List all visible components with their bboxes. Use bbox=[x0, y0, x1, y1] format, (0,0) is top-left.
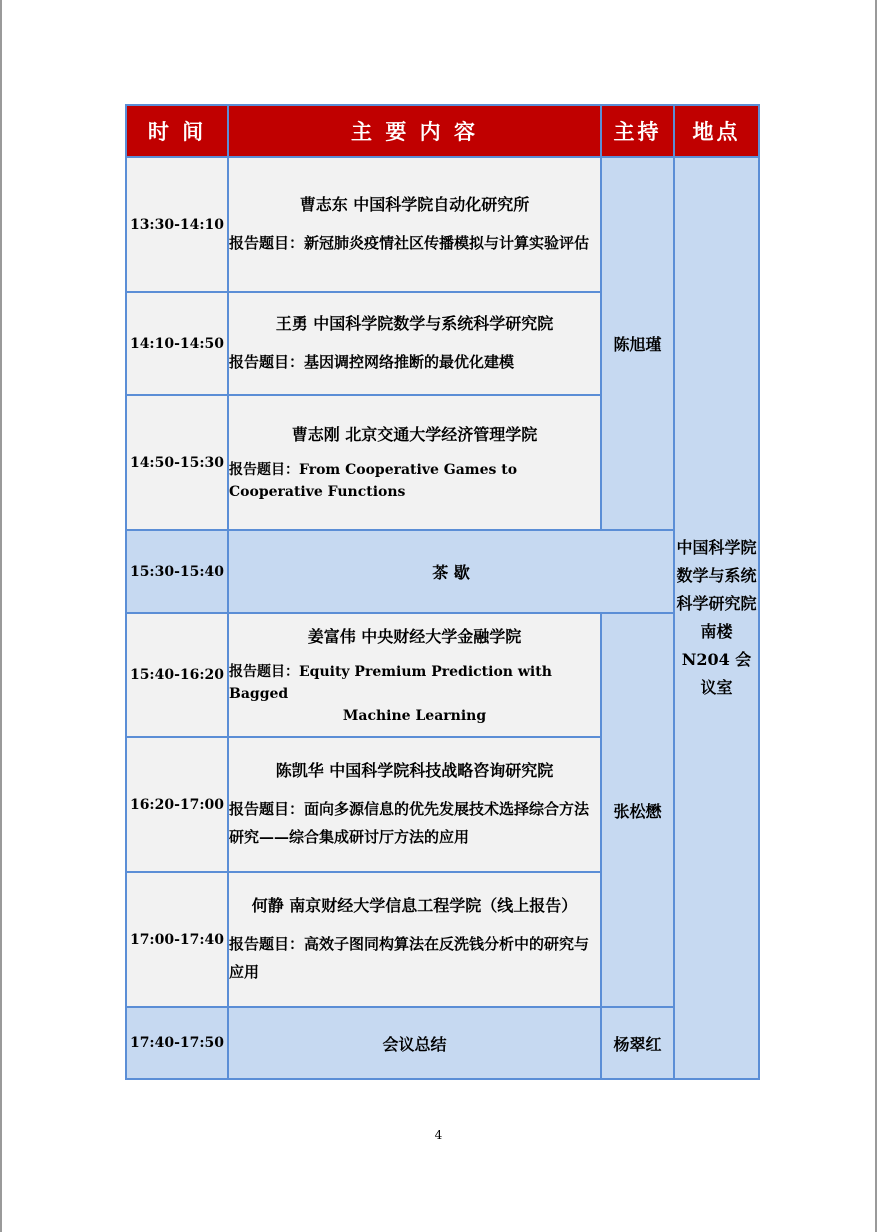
header-host: 主持 bbox=[601, 105, 674, 157]
topic-label: 报告题目： bbox=[229, 353, 305, 371]
topic bbox=[229, 348, 600, 376]
table-row bbox=[126, 530, 759, 613]
topic-title: 高效子图同构算法在反洗钱分析中的研究与应用 bbox=[229, 935, 590, 981]
table-row bbox=[126, 1007, 759, 1079]
table-row bbox=[126, 157, 759, 292]
topic-title: From Cooperative Games to Cooperative Functions bbox=[229, 462, 518, 500]
schedule-table bbox=[125, 104, 760, 1080]
time-cell: 16:20-17:00 bbox=[126, 737, 228, 872]
topic-label: 报告题目： bbox=[229, 234, 305, 252]
time-cell: 17:00-17:40 bbox=[126, 872, 228, 1007]
topic bbox=[229, 930, 600, 986]
host-cell: 杨翠红 bbox=[601, 1007, 674, 1079]
topic bbox=[229, 229, 600, 257]
content-cell bbox=[228, 872, 601, 1007]
topic-title: 新冠肺炎疫情社区传播模拟与计算实验评估 bbox=[304, 234, 590, 252]
speaker: 陈凯华 中国科学院科技战略咨询研究院 bbox=[275, 761, 554, 780]
content-cell bbox=[228, 613, 601, 737]
summary-label: 会议总结 bbox=[382, 1034, 447, 1054]
time-cell: 15:40-16:20 bbox=[126, 613, 228, 737]
header-venue: 地点 bbox=[674, 105, 759, 157]
time-cell: 14:10-14:50 bbox=[126, 292, 228, 395]
topic-title-line1: Equity Premium Prediction with Bagged bbox=[229, 663, 552, 702]
break-label: 茶 歇 bbox=[432, 563, 470, 582]
topic-title: 面向多源信息的优先发展技术选择综合方法研究——综合集成研讨厅方法的应用 bbox=[229, 800, 590, 846]
speaker: 王勇 中国科学院数学与系统科学研究院 bbox=[275, 314, 554, 333]
topic bbox=[229, 795, 600, 851]
speaker: 姜富伟 中央财经大学金融学院 bbox=[307, 626, 522, 646]
time-cell: 13:30-14:10 bbox=[126, 157, 228, 292]
topic-label: 报告题目： bbox=[229, 935, 305, 953]
time-cell: 14:50-15:30 bbox=[126, 395, 228, 530]
speaker: 曹志刚 北京交通大学经济管理学院 bbox=[291, 425, 538, 444]
table-row bbox=[126, 613, 759, 737]
venue-cell: 中国科学院数学与系统科学研究院南楼 N204 会议室 bbox=[674, 157, 759, 1079]
summary-cell bbox=[228, 1007, 601, 1079]
topic bbox=[229, 459, 600, 503]
time-cell: 17:40-17:50 bbox=[126, 1007, 228, 1079]
topic-label: 报告题目： bbox=[229, 800, 305, 818]
host-cell: 张松懋 bbox=[601, 613, 674, 1007]
topic-label: 报告题目： bbox=[229, 462, 299, 478]
topic-title-line2: Machine Learning bbox=[342, 707, 487, 724]
content-cell bbox=[228, 395, 601, 530]
speaker: 何静 南京财经大学信息工程学院（线上报告） bbox=[251, 896, 578, 915]
topic-title: 基因调控网络推断的最优化建模 bbox=[304, 353, 515, 371]
content-cell bbox=[228, 292, 601, 395]
content-cell bbox=[228, 157, 601, 292]
header-time: 时 间 bbox=[126, 105, 228, 157]
host-cell: 陈旭瑾 bbox=[601, 157, 674, 530]
topic bbox=[229, 661, 600, 727]
time-cell: 15:30-15:40 bbox=[126, 530, 228, 613]
topic-label: 报告题目： bbox=[229, 663, 299, 680]
header-content: 主 要 内 容 bbox=[228, 105, 601, 157]
break-cell bbox=[228, 530, 674, 613]
speaker: 曹志东 中国科学院自动化研究所 bbox=[299, 195, 530, 214]
content-cell bbox=[228, 737, 601, 872]
page-number: 4 bbox=[434, 1128, 443, 1142]
page-edge-left bbox=[0, 0, 2, 1232]
